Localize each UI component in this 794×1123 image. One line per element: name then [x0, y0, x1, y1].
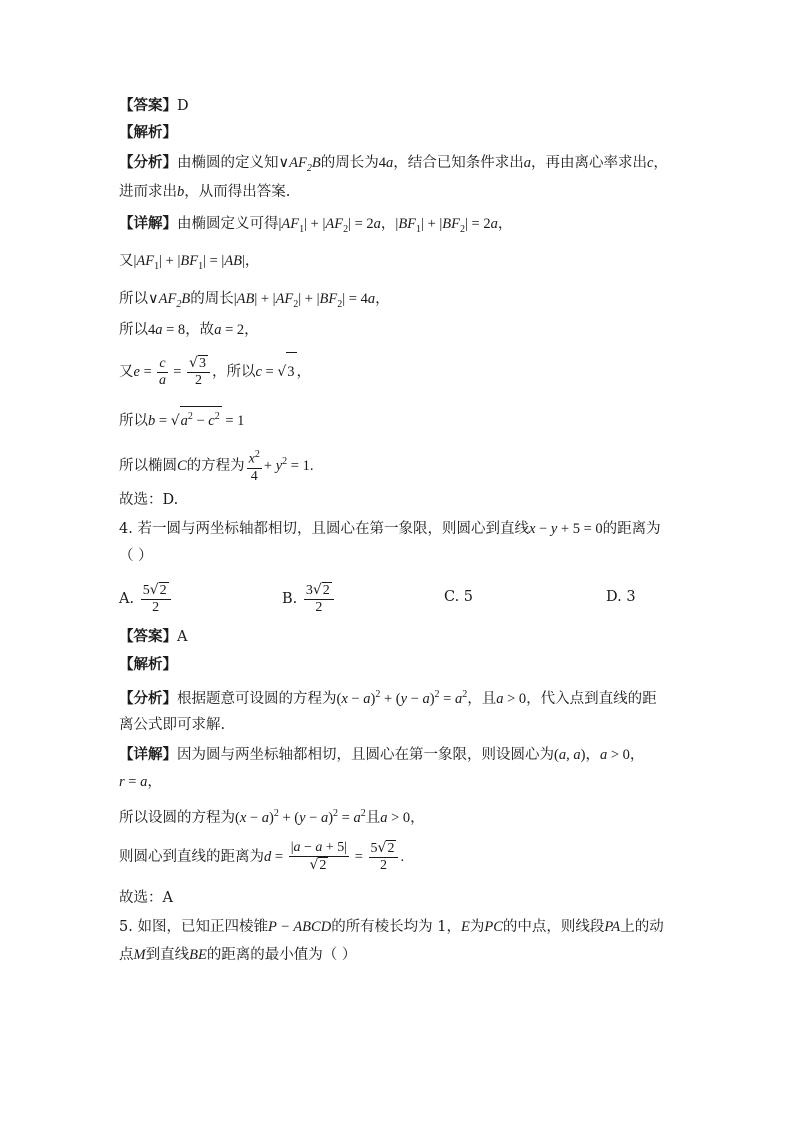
answer-value: A: [177, 629, 188, 645]
line-text: 所以: [119, 291, 148, 307]
math-c-sqrt3: c = √3 ，: [255, 364, 311, 380]
fenxi-text: ，结合已知条件求出: [393, 155, 524, 171]
line-text: 的周长: [190, 291, 234, 307]
math-E: E: [461, 919, 470, 935]
answer-line-q3: [119, 96, 189, 116]
line-circle-eq-q4: [119, 804, 425, 828]
fenxi-text: 由椭圆的定义知: [177, 155, 279, 171]
frac-5sqrt2-over-2: $\frac{5√2}{2}$: [369, 840, 399, 874]
math-ellipse-eq: + $y^2 = 1$.: [263, 456, 314, 474]
line-text: 则圆心到直线的距离为: [119, 849, 264, 865]
line-text: ，所以: [211, 364, 256, 380]
analysis-tag-q3: 【解析】: [119, 124, 177, 141]
line-you-q3: [119, 251, 259, 277]
line-text: 又: [119, 364, 134, 380]
line-text: 且: [365, 809, 381, 826]
line-4a-q3: [119, 320, 259, 340]
line-text: 的方程为: [186, 457, 245, 474]
math-PA: PA: [604, 919, 621, 935]
fenxi-text: 根据题意可设圆的方程为: [177, 690, 337, 707]
option-label: A.: [119, 591, 135, 607]
frac-3sqrt2-over-2: $\frac{3√2}{2}$: [304, 582, 334, 616]
q4-option-a[interactable]: [119, 580, 173, 618]
fenxi-line-q3: [119, 153, 668, 179]
fenxi-text: ，从而得出答案.: [184, 184, 291, 200]
line-b-q3: [119, 406, 244, 431]
triangle-symbol: ∨: [148, 291, 159, 307]
triangle-symbol: ∨: [278, 155, 290, 171]
q5-text: 的距离的最小值为（ ）: [206, 947, 357, 963]
xiangjie-text: ，: [585, 747, 600, 763]
q5-stem-line1: [119, 917, 664, 937]
fenxi-tag: 【分析】: [119, 154, 177, 171]
q5-text: 上的动: [620, 919, 664, 935]
guxuan-q4: 故选：A: [119, 890, 173, 906]
math-af2b: $AF_2B$: [158, 291, 191, 310]
xiangjie-tag: 【详解】: [119, 746, 177, 763]
math-d: d =: [264, 849, 287, 865]
math-PC: PC: [484, 919, 503, 935]
math-C: C: [177, 457, 187, 474]
math-b: b: [177, 184, 185, 200]
math-4a: 4a: [378, 155, 394, 171]
math-line-eq: x − y + 5 = 0: [528, 521, 603, 537]
math-e: e =: [133, 364, 156, 380]
line-text: 所以椭圆: [119, 457, 177, 474]
math-c: c: [646, 155, 654, 171]
xiangjie-text: 由椭圆定义可得: [177, 216, 279, 232]
math-a-2: a = 2，: [214, 322, 259, 338]
line-text: 所以: [119, 412, 148, 429]
q5-text: 点: [119, 947, 134, 963]
math-BE: BE: [189, 947, 207, 963]
q4-stem: [119, 519, 661, 539]
q4-stem-text: 4. 若一圆与两坐标轴都相切，且圆心在第一象限，则圆心到直线: [119, 521, 529, 537]
xiangjie-line-q4: [119, 745, 644, 765]
answer-line-q4: [119, 627, 187, 647]
guxuan-q3: 故选：D.: [119, 492, 179, 508]
frac-c-over-a: $\frac{c}{a}$: [158, 355, 166, 388]
math-pyramid: P − ABCD: [267, 919, 332, 935]
fenxi-text: ，代入点到直线的距: [526, 690, 657, 707]
q4-stem-text: 的距离为: [602, 521, 661, 537]
fenxi-text: ，且: [467, 690, 497, 707]
line-distance-q4: 则圆心到直线的距离为d = $\frac{|a - a + 5|}{√2}$ = $\frac{5√2}{2}$ .: [119, 840, 405, 873]
math-a: a: [523, 155, 531, 171]
math-circle-eq: $(x - a)^2 + (y - a)^2 = a^2$: [235, 808, 366, 826]
math-a-gt-0: a > 0，: [599, 747, 645, 763]
line-equation-q3: [119, 443, 313, 485]
frac-5sqrt2-over-2: $\frac{5√2}{2}$: [141, 582, 171, 616]
option-label: B.: [282, 591, 298, 607]
line-text: 所以设圆的方程为: [119, 809, 235, 826]
math-a-gt-0: a > 0: [496, 690, 527, 707]
math-af1-bf1: $|AF_1| + |BF_1| = |AB|$，: [133, 253, 260, 272]
frac-x2-over-4: $\frac{x^2}{4}$: [248, 449, 260, 484]
q4-option-c[interactable]: C. 5: [444, 589, 474, 605]
math-circle-eq: $(x - a)^2 + (y - a)^2 = a^2$: [336, 689, 468, 707]
answer-tag: 【答案】: [119, 97, 177, 114]
analysis-tag-q4: 【解析】: [119, 656, 177, 673]
math-af2b: $AF_2B$: [289, 155, 321, 174]
math-perimeter: $|AB| + |AF_2| + |BF_2| = 4a$，: [233, 291, 390, 310]
xiangjie-text: 因为圆与两坐标轴都相切，且圆心在第一象限，则设圆心为: [177, 747, 554, 763]
xiangjie-line-q3: [119, 214, 512, 240]
frac-distance: $\frac{|a - a + 5|}{√2}$: [290, 840, 348, 873]
math-r-a: r = a，: [119, 774, 162, 790]
q5-text: 为: [469, 919, 485, 935]
line-text: 所以: [119, 322, 148, 338]
math-a-gt-0: a > 0，: [380, 809, 425, 826]
line-text: ，故: [185, 322, 215, 338]
fenxi-text: 的周长为: [320, 155, 379, 171]
answer-tag: 【答案】: [119, 628, 177, 645]
q4-option-b[interactable]: [282, 580, 336, 618]
q5-text: 5. 如图，已知正四棱锥: [119, 919, 268, 935]
fenxi-text: ，: [653, 155, 668, 171]
xiangjie-tag: 【详解】: [119, 215, 177, 232]
math-center: (a, a): [554, 747, 586, 763]
math-b-value: $b = √a^2 - c^2 = 1$: [148, 413, 244, 429]
math-4a-8: 4a = 8: [148, 322, 186, 338]
q5-text: 到直线: [145, 947, 190, 963]
q4-option-d[interactable]: D. 3: [606, 589, 636, 605]
fenxi-tag: 【分析】: [119, 689, 177, 707]
fenxi-text: ，再由离心率求出: [530, 155, 647, 171]
frac-sqrt3-over-2: $\frac{√3}{2}$: [187, 355, 210, 389]
line-e-q3: 又e = $\frac{c}{a}$ = $\frac{√3}{2}$ ，所以c = √3 ，: [119, 352, 311, 391]
fenxi-text: 进而求出: [119, 184, 177, 200]
math-M: M: [133, 947, 146, 963]
q5-text: 的所有棱长均为 1，: [331, 919, 462, 935]
math-ellipse-def: $|AF_1| + |AF_2| = 2a$，$|BF_1| + |BF_2| = 2a$，: [278, 216, 513, 235]
answer-value: D: [177, 98, 189, 114]
fenxi-line2-q3: [119, 182, 290, 202]
q5-stem-line2: [119, 945, 356, 965]
line-perimeter-q3: [119, 289, 390, 315]
line-text: 又: [119, 253, 134, 269]
fenxi-line-q4: [119, 685, 657, 709]
q5-text: 的中点，则线段: [502, 919, 605, 935]
fenxi-line2-q4: 离公式即可求解.: [119, 717, 226, 733]
q4-paren: （ ）: [119, 548, 153, 564]
